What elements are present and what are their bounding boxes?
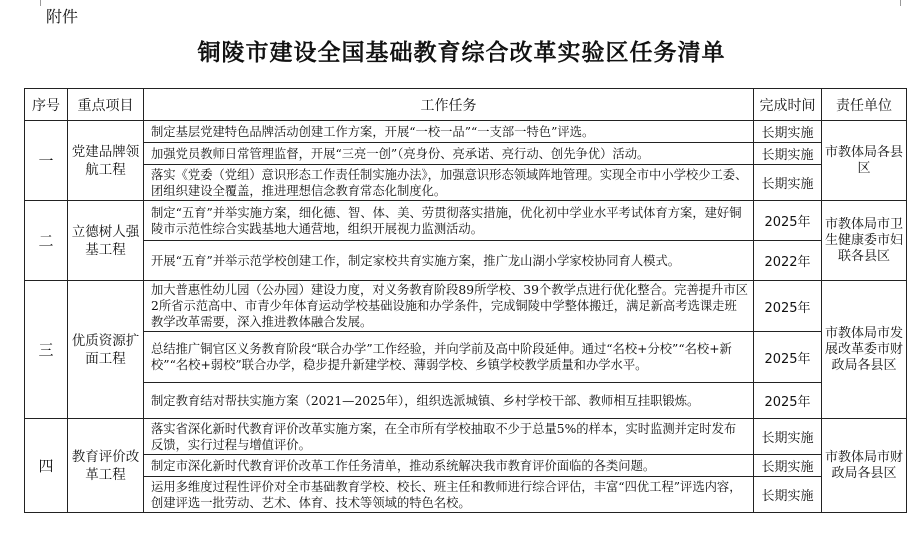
time-cell: 长期实施 bbox=[754, 165, 822, 201]
header-task: 工作任务 bbox=[144, 89, 754, 121]
attachment-label: 附件 bbox=[46, 7, 79, 26]
corner-mark-right bbox=[896, 0, 901, 6]
group-seq: 一 bbox=[25, 121, 68, 201]
table-row bbox=[25, 121, 907, 143]
group-unit: 市教体局市发展改革委市财政局各县区 bbox=[822, 281, 907, 419]
document-title: 铜陵市建设全国基础教育综合改革实验区任务清单 bbox=[197, 40, 726, 66]
task-cell: 落实《党委（党组）意识形态工作责任制实施办法》，加强意识形态领域阵地管理。实现全市中小学校少工委、团组织建设全覆盖，推进理想信念教育常态化制度化。 bbox=[144, 165, 754, 201]
task-cell: 加强党员教师日常管理监督，开展“三亮一创”（亮身份、亮承诺、亮行动、创先争优）活动。 bbox=[144, 143, 754, 165]
time-cell: 2022年 bbox=[754, 241, 822, 281]
table-row bbox=[25, 281, 907, 332]
page-corner-marks bbox=[0, 0, 923, 6]
time-cell: 2025年 bbox=[754, 332, 822, 383]
time-cell: 2025年 bbox=[754, 281, 822, 332]
time-cell: 长期实施 bbox=[754, 121, 822, 143]
task-cell: 开展“五育”并举示范学校创建工作，制定家校共育实施方案，推广龙山湖小学家校协同育人模式。 bbox=[144, 241, 754, 281]
group-project: 优质资源扩面工程 bbox=[68, 281, 144, 419]
header-time: 完成时间 bbox=[754, 89, 822, 121]
table-row bbox=[25, 241, 907, 281]
task-cell: 总结推广铜官区义务教育阶段“联合办学”工作经验，并向学前及高中阶段延伸。通过“名校+分校”“名校+新校”“名校+弱校”联合办学，稳步提升新建学校、薄弱学校、乡镇学校教学质量和办学水平。 bbox=[144, 332, 754, 383]
group-project: 教育评价改革工程 bbox=[68, 419, 144, 513]
time-cell: 长期实施 bbox=[754, 477, 822, 513]
table-row bbox=[25, 455, 907, 477]
header-unit: 责任单位 bbox=[822, 89, 907, 121]
task-cell: 制定基层党建特色品牌活动创建工作方案，开展“一校一品”“一支部一特色”评选。 bbox=[144, 121, 754, 143]
time-cell: 2025年 bbox=[754, 383, 822, 419]
task-cell: 制定“五育”并举实施方案，细化德、智、体、美、劳贯彻落实措施，优化初中学业水平考试体育方案，建好铜陵市示范性综合实践基地大通营地，组织开展视力监测活动。 bbox=[144, 201, 754, 241]
time-cell: 长期实施 bbox=[754, 455, 822, 477]
group-unit: 市教体局市卫生健康委市妇联各县区 bbox=[822, 201, 907, 281]
group-seq: 四 bbox=[25, 419, 68, 513]
task-table bbox=[24, 88, 907, 513]
group-unit: 市教体局各县区 bbox=[822, 121, 907, 201]
table-row bbox=[25, 419, 907, 455]
table-header-row bbox=[25, 89, 907, 121]
task-cell: 运用多维度过程性评价对全市基础教育学校、校长、班主任和教师进行综合评估，丰富“四优工程”评选内容，创建评选一批劳动、艺术、体育、技术等领域的特色名校。 bbox=[144, 477, 754, 513]
header-seq: 序号 bbox=[25, 89, 68, 121]
header-project: 重点项目 bbox=[68, 89, 144, 121]
table-row bbox=[25, 165, 907, 201]
table-row bbox=[25, 143, 907, 165]
time-cell: 2025年 bbox=[754, 201, 822, 241]
group-seq: 三 bbox=[25, 281, 68, 419]
group-project: 党建品牌领航工程 bbox=[68, 121, 144, 201]
table-row bbox=[25, 477, 907, 513]
task-cell: 加大普惠性幼儿园（公办园）建设力度，对义务教育阶段89所学校、39个教学点进行优化整合。完善提升市区2所省示范高中、市青少年体育运动学校基础设施和办学条件，完成铜陵中学整体搬迁，满足新高考选课走班教学改革需要，深入推进教体融合发展。 bbox=[144, 281, 754, 332]
time-cell: 长期实施 bbox=[754, 419, 822, 455]
table-row bbox=[25, 332, 907, 383]
task-cell: 制定教育结对帮扶实施方案（2021—2025年），组织选派城镇、乡村学校干部、教师相互挂职锻炼。 bbox=[144, 383, 754, 419]
task-cell: 落实省深化新时代教育评价改革实施方案，在全市所有学校抽取不少于总量5%的样本，实时监测并定时发布反馈，实行过程与增值评价。 bbox=[144, 419, 754, 455]
corner-mark-left bbox=[40, 0, 45, 6]
group-unit: 市教体局市财政局各县区 bbox=[822, 419, 907, 513]
group-project: 立德树人强基工程 bbox=[68, 201, 144, 281]
table-row bbox=[25, 383, 907, 419]
time-cell: 长期实施 bbox=[754, 143, 822, 165]
group-seq: 二 bbox=[25, 201, 68, 281]
task-cell: 制定市深化新时代教育评价改革工作任务清单，推动系统解决我市教育评价面临的各类问题。 bbox=[144, 455, 754, 477]
table-row bbox=[25, 201, 907, 241]
